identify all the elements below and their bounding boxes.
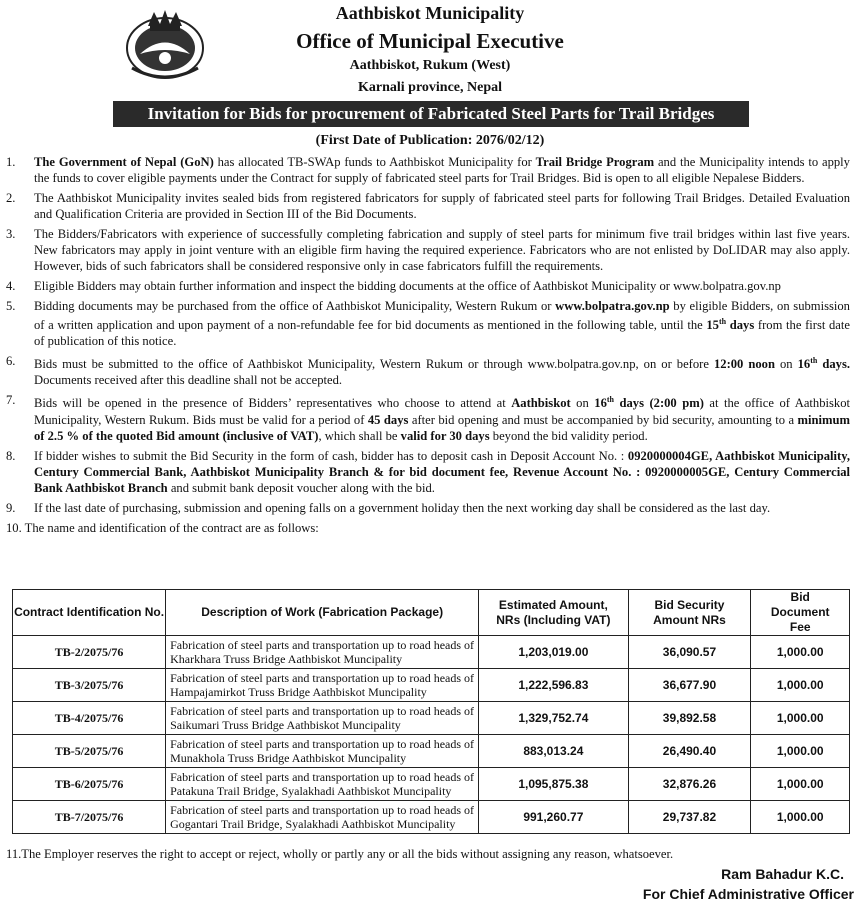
table-row <box>13 801 850 834</box>
col-contract-id: Contract Identification No. <box>13 590 166 636</box>
bid-security-cell: 39,892.58 <box>628 702 751 735</box>
publication-date: (First Date of Publication: 2076/02/12) <box>315 133 545 148</box>
table-row <box>13 768 850 801</box>
clause-text-segment: The Aathbiskot Municipality invites sealed bids from registered fabricators for supply of fabricated steel parts for following Trail Bridges. Detailed Evaluation and Qualification Criteria are provided in Section III of the Bid Documents. <box>34 191 850 221</box>
clause-number: 2. <box>6 191 16 205</box>
clause-number: 7. <box>6 393 16 408</box>
clause-text-segment: 16 <box>797 357 811 372</box>
clause-text <box>34 448 850 496</box>
clause-item <box>6 154 850 186</box>
description-cell: Fabrication of steel parts and transportation up to road heads of Patakuna Trail Bridge, Syalakhadi Aathbiskot Muncipality <box>166 768 479 801</box>
col-description: Description of Work (Fabrication Package) <box>166 590 479 636</box>
clause-text-segment: on <box>570 396 595 411</box>
table-header-row <box>13 590 850 636</box>
office-name: Office of Municipal Executive <box>296 29 564 53</box>
estimated-amount-cell: 1,203,019.00 <box>479 636 628 669</box>
notice-clauses <box>6 154 850 542</box>
clause-text-segment: 16 <box>594 396 607 411</box>
clause-item <box>6 500 850 516</box>
clause-number: 1. <box>6 155 16 169</box>
clause-text-segment: Aathbiskot <box>511 396 571 411</box>
clause-number: 6. <box>6 354 16 369</box>
clause-text <box>34 278 850 294</box>
col-bid-document-fee: Bid Document Fee <box>751 590 850 636</box>
clause-item <box>6 226 850 274</box>
clause-text-segment: valid for 30 days <box>400 428 490 443</box>
clause-text-segment: days. <box>817 357 851 372</box>
clause-text-segment: has allocated TB-SWAp funds to Aathbiskot Municipality for <box>213 155 536 169</box>
clause-text-segment: Bids will be opened in the presence of Bidders’ representatives who choose to attend at <box>34 396 512 411</box>
clause-text-segment: 12:00 noon <box>713 357 775 372</box>
description-cell: Fabrication of steel parts and transportation up to road heads of Hampajamirkot Truss Bridge Aathbiskot Muncipality <box>166 669 479 702</box>
clause-text <box>34 500 850 516</box>
clause-text-segment: Bidding documents may be purchased from the office of Aathbiskot Municipality, Western Rukum or <box>34 299 556 313</box>
notice-title-banner: Invitation for Bids for procurement of Fabricated Steel Parts for Trail Bridges <box>113 101 749 127</box>
clause-text <box>34 190 850 222</box>
table-row <box>13 669 850 702</box>
clause-text-segment: Trail Bridge Program <box>535 155 655 169</box>
clause-10: 10. The name and identification of the contract are as follows: <box>6 520 319 535</box>
clause-text-segment: Eligible Bidders may obtain further information and inspect the bidding documents at the office of Aathbiskot Municipality or www.bolpatra.gov.np <box>34 279 781 293</box>
bid-security-cell: 36,090.57 <box>628 636 751 669</box>
description-cell: Fabrication of steel parts and transportation up to road heads of Saikumari Truss Bridge Aathbiskot Muncipality <box>166 702 479 735</box>
contract-table <box>12 589 850 834</box>
clause-text <box>34 392 850 443</box>
clause-11: 11.The Employer reserves the right to accept or reject, wholly or partly any or all the bids without assigning any reason, whatsoever. <box>6 847 674 861</box>
clause-text-segment: 45 days <box>367 412 409 427</box>
description-cell: Fabrication of steel parts and transportation up to road heads of Munakhola Truss Bridge Aathbiskot Muncipality <box>166 735 479 768</box>
table-row <box>13 735 850 768</box>
clause-text-segment: th <box>810 356 818 366</box>
clause-text <box>34 226 850 274</box>
description-cell: Fabrication of steel parts and transportation up to road heads of Gogantari Trail Bridge, Syalakhadi Aathbiskot Muncipality <box>166 801 479 834</box>
estimated-amount-cell: 883,013.24 <box>479 735 628 768</box>
signer-title: For Chief Administrative Officer <box>642 886 854 902</box>
clause-text-segment: The Government of Nepal (GoN) <box>34 155 214 169</box>
clause-number: 8. <box>6 448 16 463</box>
estimated-amount-cell: 1,329,752.74 <box>479 702 628 735</box>
contract-id-cell: TB-6/2075/76 <box>13 768 166 801</box>
clause-text <box>34 154 850 186</box>
clause-text-segment: on <box>774 357 798 372</box>
bid-fee-cell: 1,000.00 <box>751 669 850 702</box>
clause-text-segment: 15 <box>706 318 719 333</box>
address-line: Aathbiskot, Rukum (West) <box>349 58 511 73</box>
clause-text-segment: at the office of Aathbiskot Municipality, Western Rukum. Bids must be valid for a period of <box>34 396 850 427</box>
estimated-amount-cell: 991,260.77 <box>479 801 628 834</box>
clause-text-segment: from the first date of publication of this notice. <box>34 318 850 349</box>
col-bid-security: Bid Security Amount NRs <box>628 590 751 636</box>
clause-item <box>6 190 850 222</box>
clause-text-segment: If the last date of purchasing, submission and opening falls on a government holiday then the next working day shall be considered as the last day. <box>34 500 771 515</box>
clause-text-segment: www.bolpatra.gov.np <box>555 299 670 313</box>
clause-text-segment: th <box>718 317 727 326</box>
bid-fee-cell: 1,000.00 <box>751 636 850 669</box>
bid-fee-cell: 1,000.00 <box>751 801 850 834</box>
estimated-amount-cell: 1,095,875.38 <box>479 768 628 801</box>
clause-number: 5. <box>6 299 16 313</box>
table-row <box>13 636 850 669</box>
signer-name: Ram Bahadur K.C. <box>721 866 844 882</box>
clause-text-segment: by eligible Bidders, on submission of a written application and upon payment of a non-refundable fee for bid documents as mentioned in the following table, until the <box>34 299 850 333</box>
clause-number: 4. <box>6 279 16 293</box>
clause-text-segment: beyond the bid validity period. <box>489 428 648 443</box>
estimated-amount-cell: 1,222,596.83 <box>479 669 628 702</box>
clause-number: 3. <box>6 227 16 241</box>
bid-fee-cell: 1,000.00 <box>751 735 850 768</box>
clause-text-segment: If bidder wishes to submit the Bid Security in the form of cash, bidder has to deposit cash in Deposit Account No. : <box>34 448 628 463</box>
bid-security-cell: 36,677.90 <box>628 669 751 702</box>
clause-item <box>6 278 850 294</box>
contract-id-cell: TB-5/2075/76 <box>13 735 166 768</box>
clause-text-segment: after bid opening and must be accompanied by bid security, amounting to a <box>408 412 798 427</box>
clause-text <box>34 353 850 388</box>
clause-text-segment: and the Municipality intends to apply the funds to cover eligible payments under the Contract for supply of fabricated steel parts for Trail Bridges. Bid is open to all eligible Nepalese Bidders. <box>34 155 850 185</box>
col-estimated-amount: Estimated Amount, NRs (Including VAT) <box>479 590 628 636</box>
clause-text-segment: minimum of 2.5 % of the quoted Bid amount (inclusive of VAT) <box>34 412 850 443</box>
bid-security-cell: 26,490.40 <box>628 735 751 768</box>
clause-text-segment: 0920000004GE, Aathbiskot Municipality, Century Commercial Bank, Aathbiskot Municipality Branch & for bid document fee, Revenue Account No. : 0920000005GE, Century Commercial Bank Aathbiskot Branch <box>34 448 850 495</box>
clause-text-segment: and submit bank deposit voucher along with the bid. <box>167 480 435 495</box>
contract-id-cell: TB-2/2075/76 <box>13 636 166 669</box>
bid-security-cell: 29,737.82 <box>628 801 751 834</box>
province-line: Karnali province, Nepal <box>357 80 503 95</box>
clause-text-segment: days <box>726 318 755 333</box>
clause-item <box>6 298 850 349</box>
clause-text-segment: days (2:00 pm) <box>613 396 704 411</box>
clause-text-segment: Documents received after this deadline shall not be accepted. <box>34 373 343 388</box>
clause-item <box>6 448 850 496</box>
bid-fee-cell: 1,000.00 <box>751 768 850 801</box>
municipality-emblem-icon <box>120 6 210 84</box>
clause-list <box>6 154 850 516</box>
contract-id-cell: TB-3/2075/76 <box>13 669 166 702</box>
contract-id-cell: TB-4/2075/76 <box>13 702 166 735</box>
clause-text-segment: The Bidders/Fabricators with experience of successfully completing fabrication and supply of steel parts for minimum five trail bridges within last five years. New fabricators may apply in joint venture with an eligible firm having the required experience. Fabricators who are not enlisted by DoLIDAR may also apply. However, bids of such fabricators shall be considered responsive only in case fabricators fulfill the requirements. <box>34 227 850 273</box>
table-row <box>13 702 850 735</box>
clause-item <box>6 353 850 388</box>
clause-number: 9. <box>6 500 16 515</box>
description-cell: Fabrication of steel parts and transportation up to road heads of Kharkhara Truss Bridge Aathbiskot Muncipality <box>166 636 479 669</box>
bid-security-cell: 32,876.26 <box>628 768 751 801</box>
clause-item <box>6 392 850 443</box>
bid-fee-cell: 1,000.00 <box>751 702 850 735</box>
clause-text-segment: th <box>606 395 614 405</box>
clause-text-segment: Bids must be submitted to the office of Aathbiskot Municipality, Western Rukum or through www.bolpatra.gov.np, on or before <box>34 357 714 372</box>
table-body <box>13 636 850 834</box>
contract-id-cell: TB-7/2075/76 <box>13 801 166 834</box>
municipality-name: Aathbiskot Municipality <box>335 3 525 23</box>
clause-text <box>34 298 850 349</box>
clause-text-segment: , which shall be <box>318 428 401 443</box>
